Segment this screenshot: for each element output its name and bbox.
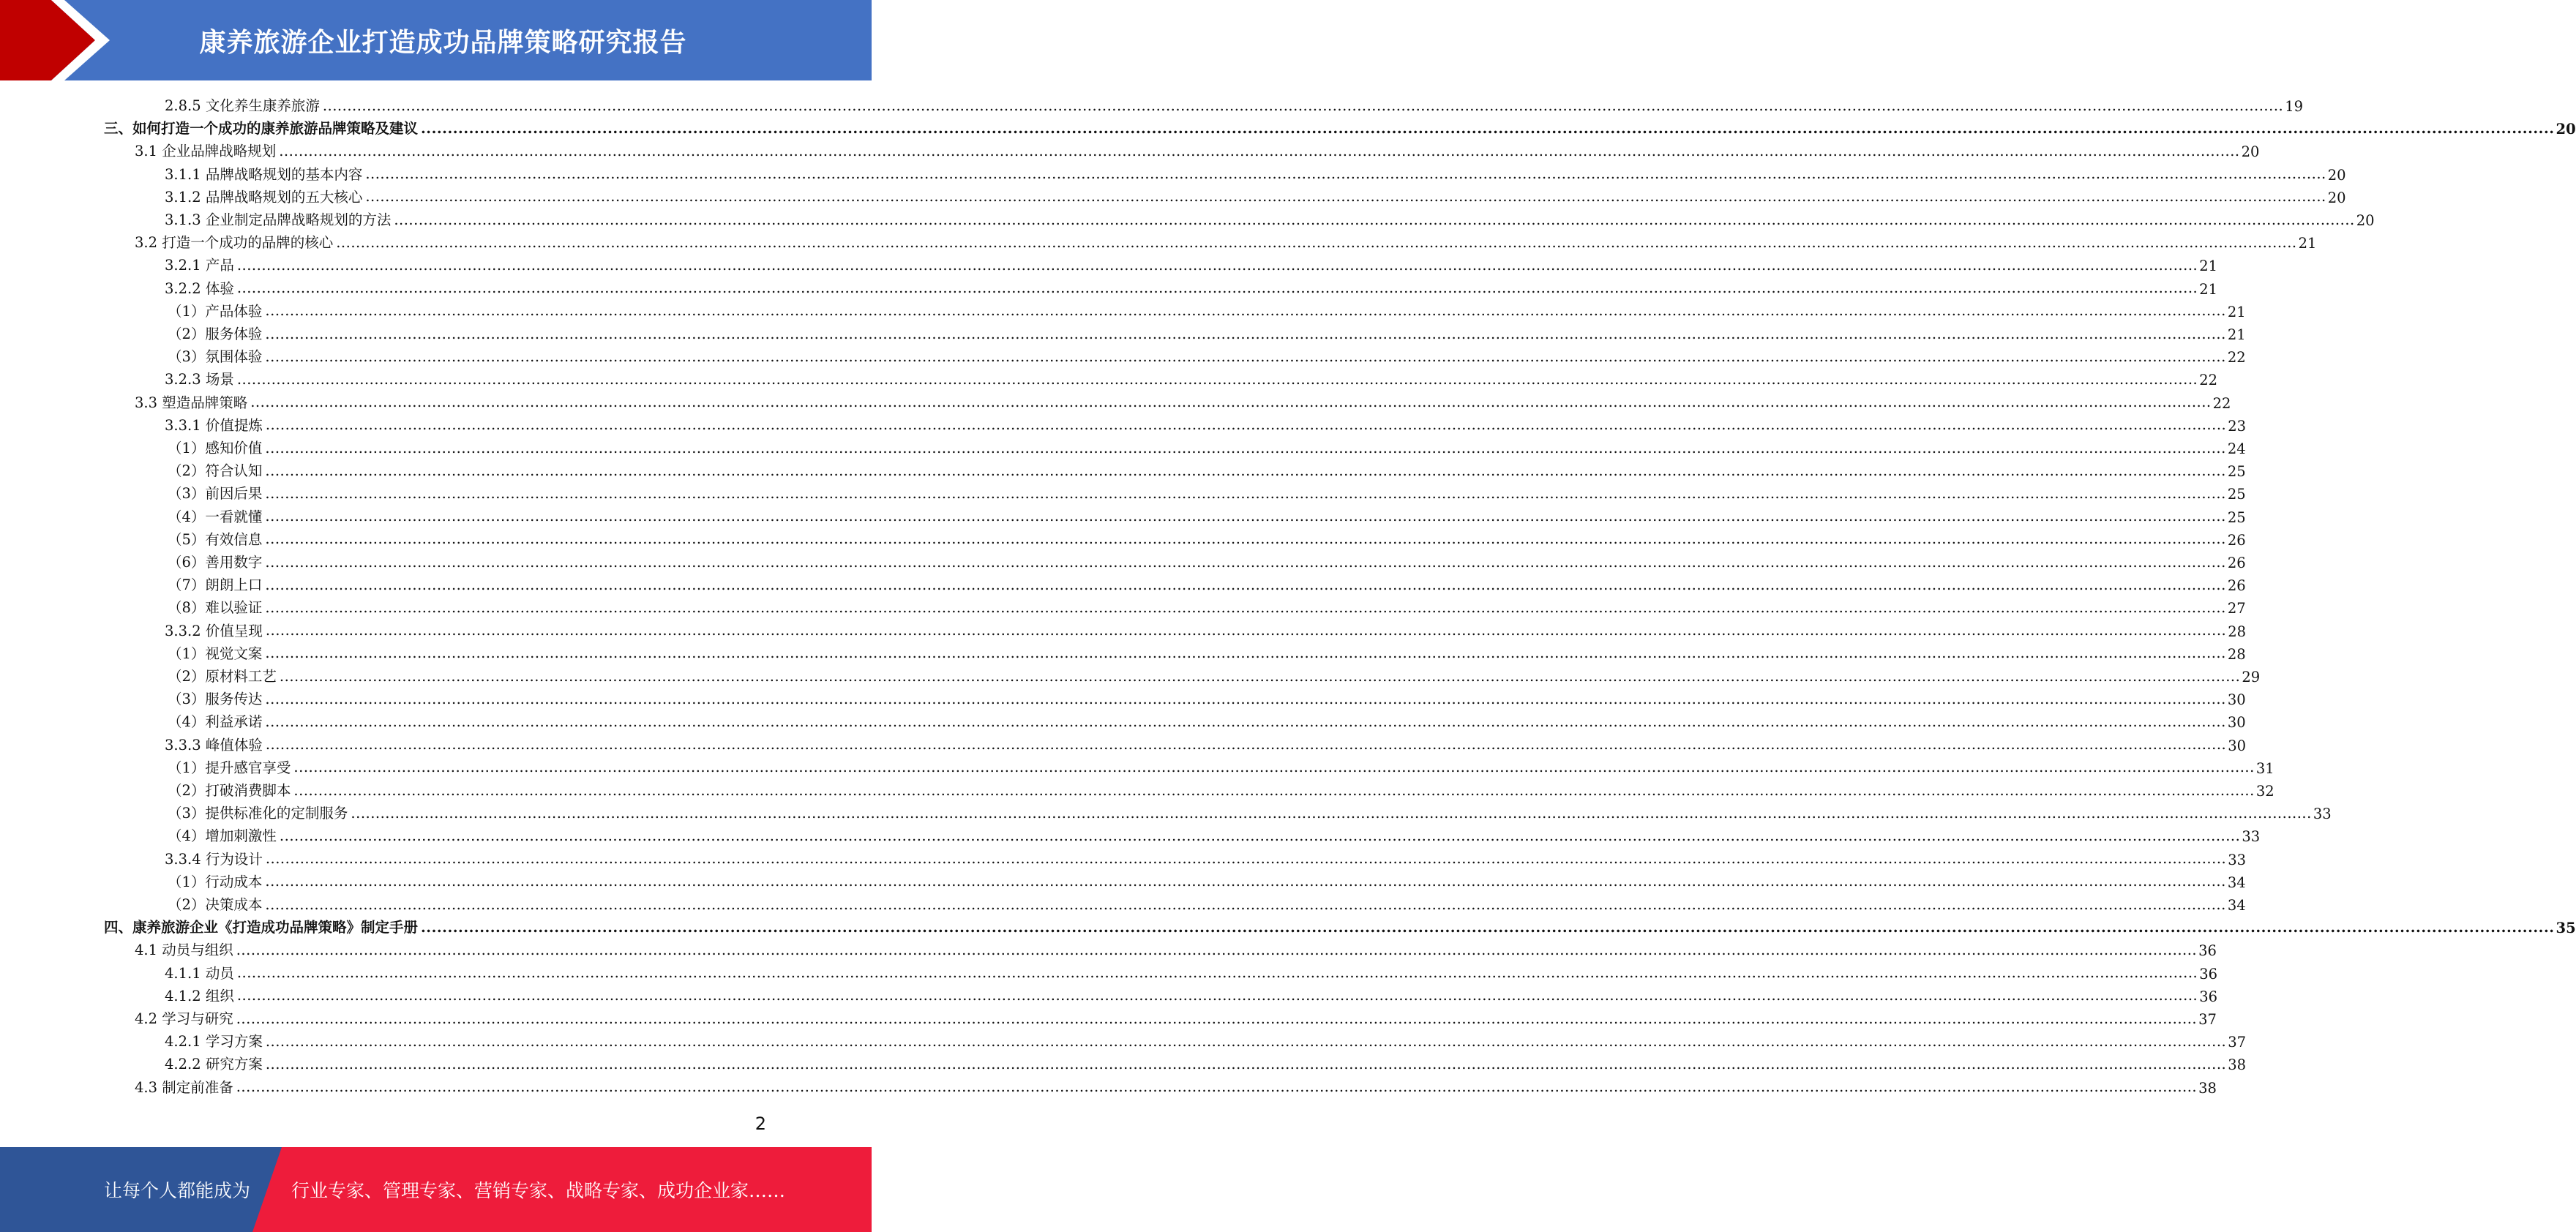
toc-entry-page: 20 [2556,121,2576,138]
toc-dot-leader: ................................................................................................................................................................................................................................................................................................................................................................................................................ [265,736,2227,754]
toc-dot-leader: ................................................................................................................................................................................................................................................................................................................................................................................................................ [293,781,2255,799]
toc-entry[interactable] [135,1005,2217,1028]
toc-entry-page: 36 [2199,988,2218,1005]
toc-entry-page: 22 [2199,372,2218,389]
toc-entry-page: 30 [2228,737,2247,754]
toc-entry[interactable] [104,914,2576,937]
toc-entry[interactable] [168,343,2246,367]
toc-entry-page: 33 [2242,828,2261,846]
toc-entry[interactable] [135,138,2260,161]
toc-dot-leader: ................................................................................................................................................................................................................................................................................................................................................................................................................ [265,484,2226,502]
toc-entry-label: （3）服务传达 [168,691,263,708]
toc-entry-page: 33 [2228,851,2247,868]
toc-dot-leader: ................................................................................................................................................................................................................................................................................................................................................................................................................ [265,348,2226,365]
toc-dot-leader: ................................................................................................................................................................................................................................................................................................................................................................................................................ [336,233,2297,251]
footer-banner [0,1147,872,1232]
toc-entry-page: 33 [2313,805,2332,823]
toc-entry-page: 23 [2228,417,2247,435]
toc-dot-leader: ................................................................................................................................................................................................................................................................................................................................................................................................................ [351,804,2312,822]
toc-entry-page: 20 [2327,189,2346,206]
toc-entry-label: 三、如何打造一个成功的康养旅游品牌策略及建议 [104,120,419,138]
toc-entry-label: （1）感知价值 [168,440,263,457]
toc-entry[interactable] [168,457,2246,481]
toc-dot-leader: ................................................................................................................................................................................................................................................................................................................................................................................................................ [265,302,2226,320]
toc-entry-page: 35 [2556,920,2576,937]
toc-entry[interactable] [168,891,2246,914]
toc-entry-page: 20 [2327,166,2346,184]
toc-entry[interactable] [168,503,2246,526]
toc-dot-leader: ................................................................................................................................................................................................................................................................................................................................................................................................................ [421,119,2555,137]
toc-dot-leader: ................................................................................................................................................................................................................................................................................................................................................................................................................ [293,759,2255,776]
toc-entry-page: 20 [2241,143,2260,161]
toc-entry[interactable] [165,161,2346,184]
toc-entry-label: （1）视觉文案 [168,645,263,662]
toc-entry-page: 36 [2198,942,2217,960]
toc-dot-leader: ................................................................................................................................................................................................................................................................................................................................................................................................................ [265,873,2226,890]
toc-entry-label: 3.1 企业品牌战略规划 [135,143,277,160]
toc-entry-page: 30 [2227,691,2246,709]
toc-entry-page: 21 [2227,303,2246,320]
toc-dot-leader: ................................................................................................................................................................................................................................................................................................................................................................................................................ [236,1078,2198,1096]
toc-entry[interactable] [168,800,2332,823]
toc-entry-page: 37 [2198,1011,2217,1028]
toc-entry-label: （5）有效信息 [168,530,263,548]
toc-entry-label: 4.1 动员与组织 [135,942,233,959]
footer-slogan-left: 让每个人都能成为 [104,1180,251,1201]
toc-entry-page: 36 [2199,965,2218,983]
toc-entry[interactable] [168,663,2261,686]
toc-dot-leader: ................................................................................................................................................................................................................................................................................................................................................................................................................ [265,850,2227,868]
toc-dot-leader: ................................................................................................................................................................................................................................................................................................................................................................................................................ [265,416,2227,434]
toc-entry-page: 24 [2227,440,2246,457]
toc-entry[interactable] [165,960,2218,983]
toc-entry-page: 27 [2227,600,2246,617]
toc-entry-label: 4.2 学习与研究 [135,1010,233,1027]
toc-entry[interactable] [135,1074,2217,1097]
toc-dot-leader: ................................................................................................................................................................................................................................................................................................................................................................................................................ [279,667,2241,685]
toc-entry[interactable] [165,184,2346,206]
toc-entry-page: 21 [2199,258,2218,275]
toc-entry[interactable] [168,526,2246,549]
toc-entry[interactable] [168,686,2246,709]
toc-entry-page: 26 [2227,577,2246,595]
toc-entry-page: 37 [2228,1034,2247,1051]
toc-entry-label: 3.1.2 品牌战略规划的五大核心 [165,188,363,206]
toc-entry-label: （1）产品体验 [168,302,263,320]
toc-entry-label: （2）决策成本 [168,896,263,913]
toc-entry[interactable] [165,366,2218,389]
toc-dot-leader: ................................................................................................................................................................................................................................................................................................................................................................................................................ [265,713,2226,730]
toc-entry-page: 25 [2227,486,2246,503]
toc-entry[interactable] [165,983,2218,1005]
toc-entry[interactable] [168,435,2246,457]
toc-entry[interactable] [168,298,2246,320]
toc-entry-label: （1）行动成本 [168,873,263,890]
toc-dot-leader: ................................................................................................................................................................................................................................................................................................................................................................................................................ [265,1032,2227,1050]
header-arrow-decoration [0,0,117,80]
header-banner [0,0,872,80]
toc-entry[interactable] [168,640,2246,663]
toc-dot-leader: ................................................................................................................................................................................................................................................................................................................................................................................................................ [265,530,2226,548]
toc-dot-leader: ................................................................................................................................................................................................................................................................................................................................................................................................................ [265,598,2226,616]
toc-entry-label: 3.3.3 峰值体验 [165,736,263,754]
toc-entry-label: （2）打破消费脚本 [168,782,291,799]
toc-dot-leader: ................................................................................................................................................................................................................................................................................................................................................................................................................ [265,439,2226,457]
toc-entry-label: 4.3 制定前准备 [135,1078,233,1096]
toc-entry-page: 21 [2227,326,2246,343]
toc-entry[interactable] [135,936,2217,960]
toc-entry[interactable] [168,777,2274,800]
toc-entry-label: 3.1.1 品牌战略规划的基本内容 [165,165,363,183]
toc-entry-page: 38 [2228,1056,2247,1074]
toc-entry-label: （6）善用数字 [168,554,263,571]
toc-dot-leader: ................................................................................................................................................................................................................................................................................................................................................................................................................ [421,918,2555,936]
toc-entry-page: 32 [2255,783,2274,800]
toc-entry-page: 26 [2227,531,2246,549]
toc-entry-page: 26 [2227,555,2246,571]
toc-entry-page: 22 [2212,394,2231,412]
toc-entry-label: （3）氛围体验 [168,348,263,366]
toc-entry-label: 3.2.2 体验 [165,279,234,297]
toc-entry-page: 22 [2227,349,2246,367]
toc-entry-page: 21 [2199,280,2218,298]
toc-entry-label: 4.2.2 研究方案 [165,1056,263,1073]
toc-dot-leader: ................................................................................................................................................................................................................................................................................................................................................................................................................ [236,370,2198,388]
toc-dot-leader: ................................................................................................................................................................................................................................................................................................................................................................................................................ [236,987,2198,1004]
toc-entry-label: 3.2 打造一个成功的品牌的核心 [135,234,334,252]
toc-entry-label: 3.3.1 价值提炼 [165,416,263,434]
toc-entry[interactable] [168,594,2246,617]
toc-entry-label: 四、康养旅游企业《打造成功品牌策略》制定手册 [104,919,419,936]
toc-dot-leader: ................................................................................................................................................................................................................................................................................................................................................................................................................ [322,97,2284,114]
toc-entry-label: 4.2.1 学习方案 [165,1033,263,1051]
toc-dot-leader: ................................................................................................................................................................................................................................................................................................................................................................................................................ [365,165,2326,183]
toc-dot-leader: ................................................................................................................................................................................................................................................................................................................................................................................................................ [265,325,2226,342]
toc-dot-leader: ................................................................................................................................................................................................................................................................................................................................................................................................................ [279,142,2240,159]
toc-entry[interactable] [165,92,2304,115]
toc-dot-leader: ................................................................................................................................................................................................................................................................................................................................................................................................................ [365,188,2326,206]
toc-dot-leader: ................................................................................................................................................................................................................................................................................................................................................................................................................ [265,1055,2227,1073]
toc-entry[interactable] [165,732,2247,754]
toc-entry-label: 4.1.2 组织 [165,987,234,1004]
toc-entry-label: （4）一看就懂 [168,508,263,525]
footer-slogan-right: 行业专家、管理专家、营销专家、战略专家、成功企业家…… [291,1180,786,1201]
toc-dot-leader: ................................................................................................................................................................................................................................................................................................................................................................................................................ [250,394,2212,411]
toc-entry[interactable] [168,549,2246,571]
toc-entry[interactable] [165,275,2218,298]
toc-entry-page: 34 [2227,874,2246,891]
toc-entry-label: 2.8.5 文化养生康养旅游 [165,97,320,114]
toc-entry[interactable] [165,252,2218,275]
toc-dot-leader: ................................................................................................................................................................................................................................................................................................................................................................................................................ [265,622,2227,639]
toc-dot-leader: ................................................................................................................................................................................................................................................................................................................................................................................................................ [265,576,2226,593]
toc-entry-label: 3.3 塑造品牌策略 [135,394,248,411]
toc-entry-page: 20 [2356,212,2375,229]
toc-entry-page: 34 [2227,897,2246,914]
toc-entry[interactable] [135,389,2231,412]
toc-entry-label: （4）增加刺激性 [168,827,277,845]
toc-entry[interactable] [165,846,2247,868]
page-number: 2 [755,1113,766,1134]
toc-entry[interactable] [168,571,2246,595]
toc-entry-page: 38 [2198,1079,2217,1097]
toc-entry[interactable] [168,708,2246,732]
toc-entry-label: （3）前因后果 [168,485,263,503]
toc-entry-label: （2）符合认知 [168,462,263,480]
toc-entry[interactable] [135,229,2317,252]
toc-entry[interactable] [104,115,2576,138]
toc-entry-page: 29 [2242,669,2261,686]
toc-entry[interactable] [165,412,2247,435]
toc-dot-leader: ................................................................................................................................................................................................................................................................................................................................................................................................................ [265,462,2226,479]
toc-entry[interactable] [168,754,2274,777]
toc-entry-label: （8）难以验证 [168,599,263,617]
toc-entry[interactable] [165,206,2375,229]
toc-entry[interactable] [165,617,2247,640]
toc-dot-leader: ................................................................................................................................................................................................................................................................................................................................................................................................................ [265,895,2226,913]
toc-entry-page: 25 [2227,508,2246,526]
toc-dot-leader: ................................................................................................................................................................................................................................................................................................................................................................................................................ [236,256,2198,274]
toc-entry-page: 31 [2255,759,2274,777]
toc-entry-page: 28 [2228,623,2247,640]
toc-entry-page: 21 [2298,235,2317,252]
toc-entry-label: （7）朗朗上口 [168,576,263,594]
toc-entry-page: 30 [2227,714,2246,732]
toc-entry-page: 28 [2227,645,2246,663]
toc-dot-leader: ................................................................................................................................................................................................................................................................................................................................................................................................................ [265,508,2226,525]
toc-dot-leader: ................................................................................................................................................................................................................................................................................................................................................................................................................ [236,964,2198,982]
toc-dot-leader: ................................................................................................................................................................................................................................................................................................................................................................................................................ [236,279,2198,297]
toc-dot-leader: ................................................................................................................................................................................................................................................................................................................................................................................................................ [236,1010,2198,1027]
toc-entry-label: 4.1.1 动员 [165,964,234,982]
toc-entry[interactable] [168,868,2246,891]
toc-entry-page: 19 [2285,98,2304,115]
toc-dot-leader: ................................................................................................................................................................................................................................................................................................................................................................................................................ [279,827,2241,844]
page-title: 康养旅游企业打造成功品牌策略研究报告 [199,27,687,58]
toc-entry-label: （2）服务体验 [168,326,263,342]
toc-dot-leader: ................................................................................................................................................................................................................................................................................................................................................................................................................ [265,553,2226,571]
toc-entry-label: 3.2.3 场景 [165,371,234,388]
toc-entry-label: （2）原材料工艺 [168,668,277,685]
toc-entry[interactable] [165,1028,2247,1051]
toc-dot-leader: ................................................................................................................................................................................................................................................................................................................................................................................................................ [265,645,2226,662]
toc-entry-label: 3.3.2 价值呈现 [165,622,263,639]
toc-entry-label: （3）提供标准化的定制服务 [168,805,348,822]
toc-entry-page: 25 [2227,463,2246,481]
toc-entry[interactable] [168,320,2246,343]
toc-entry-label: 3.1.3 企业制定品牌战略规划的方法 [165,211,392,228]
toc-entry-label: 3.2.1 产品 [165,257,234,274]
toc-entry[interactable] [168,480,2246,503]
toc-entry-label: （4）利益承诺 [168,713,263,731]
toc-dot-leader: ................................................................................................................................................................................................................................................................................................................................................................................................................ [394,211,2355,228]
toc-entry[interactable] [165,1051,2247,1074]
toc-dot-leader: ................................................................................................................................................................................................................................................................................................................................................................................................................ [236,941,2198,958]
toc-entry[interactable] [168,822,2261,846]
toc-entry-label: （1）提升感官享受 [168,759,291,776]
toc-entry-label: 3.3.4 行为设计 [165,850,263,868]
toc-dot-leader: ................................................................................................................................................................................................................................................................................................................................................................................................................ [265,690,2226,707]
